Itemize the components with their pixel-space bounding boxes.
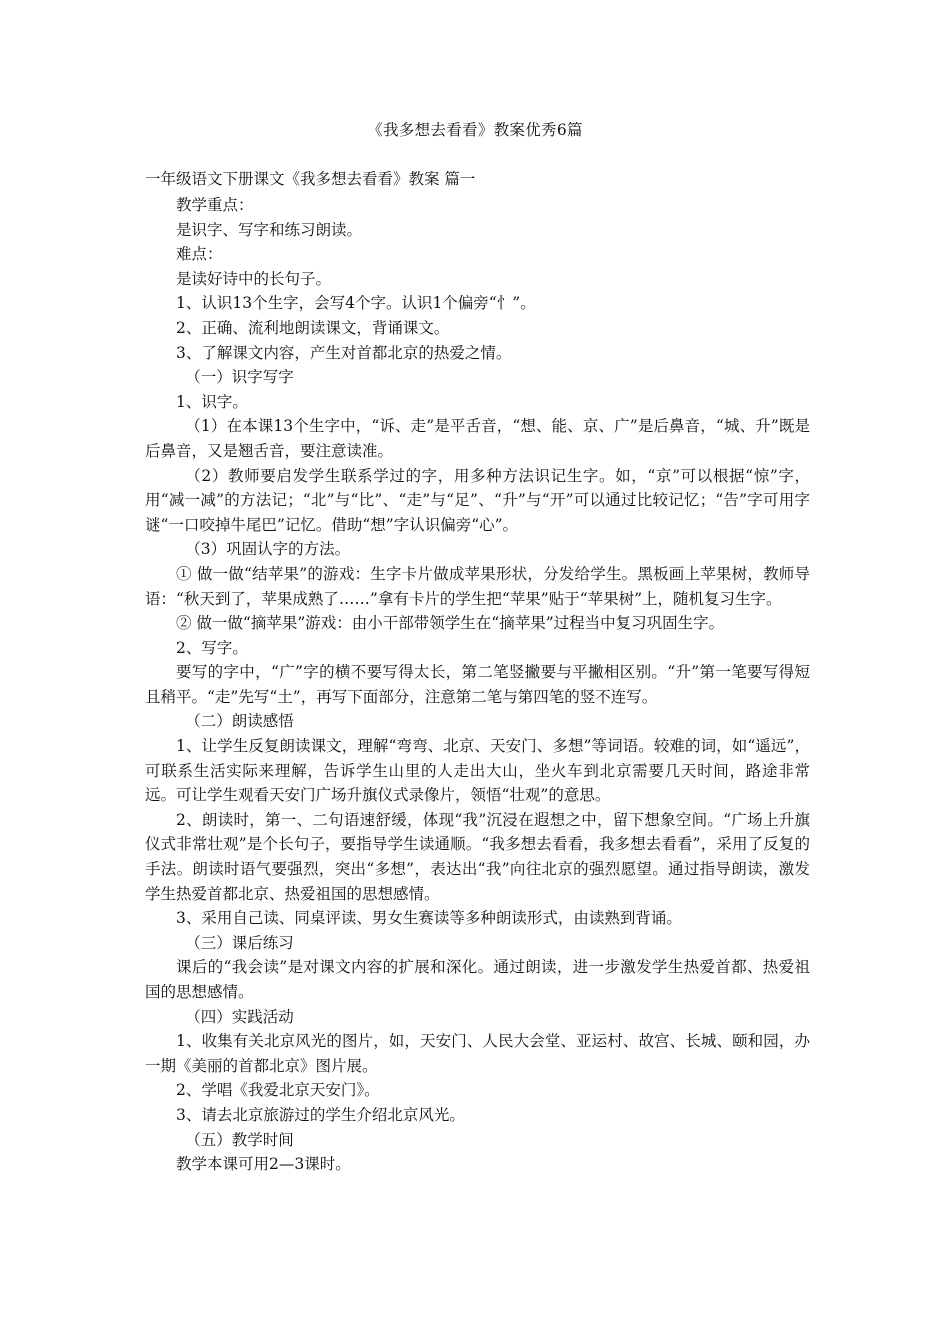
paragraph-teaching-focus-heading: 教学重点： bbox=[176, 196, 254, 214]
paragraph: ① 做一做“结苹果”的游戏：生字卡片做成苹果形状，分发给学生。黑板画上苹果树，教师导语：“秋天到了，苹果成熟了……”拿有卡片的学生把“苹果”贴于“苹果树”上，随机复习生字。 bbox=[145, 564, 810, 608]
paragraph: 2、写字。 bbox=[176, 638, 248, 657]
paragraph: 3、请去北京旅游过的学生介绍北京风光。 bbox=[176, 1105, 465, 1124]
section-title: 一年级语文下册课文《我多想去看看》教案 篇一 bbox=[145, 170, 476, 188]
subsection-heading: （一）识字写字 bbox=[185, 368, 294, 387]
paragraph: 要写的字中，“广”字的横不要写得太长，第二笔竖撇要与平撇相区别。“升”第一笔要写得短且稍平。“走”先写“土”，再写下面部分，注意第二笔与第四笔的竖不连写。 bbox=[145, 663, 810, 706]
paragraph: 2、正确、流利地朗读课文，背诵课文。 bbox=[176, 318, 450, 337]
paragraph: 教学本课可用2—3课时。 bbox=[176, 1155, 351, 1174]
paragraph: 是识字、写字和练习朗读。 bbox=[176, 220, 363, 239]
paragraph: 1、收集有关北京风光的图片，如，天安门、人民大会堂、亚运村、故宫、长城、颐和园，办一期《美丽的首都北京》图片展。 bbox=[145, 1032, 810, 1075]
paragraph: 3、了解课文内容，产生对首都北京的热爱之情。 bbox=[176, 343, 512, 362]
paragraph: ② 做一做“摘苹果”游戏：由小干部带领学生在“摘苹果”过程当中复习巩固生字。 bbox=[176, 614, 725, 633]
paragraph: 1、认识13个生字，会写4个字。认识1个偏旁“忄”。 bbox=[176, 294, 536, 313]
document-title: 《我多想去看看》教案优秀6篇 bbox=[367, 121, 583, 139]
document-body bbox=[145, 193, 810, 1177]
paragraph: 课后的“我会读”是对课文内容的扩展和深化。通过朗读，进一步激发学生热爱首都、热爱祖国的思想感情。 bbox=[145, 958, 810, 1001]
paragraph: 是读好诗中的长句子。 bbox=[176, 269, 332, 288]
paragraph: 3、采用自己读、同桌评读、男女生赛读等多种朗读形式，由读熟到背诵。 bbox=[176, 909, 682, 928]
paragraph: （2）教师要启发学生联系学过的字，用多种方法识记生字。如，“京”可以根据“惊”字，用“减一减”的方法记；“北”与“比”、“走”与“足”、“升”与“开”可以通过比较记忆；“告”字可用字谜“一口咬掉牛尾巴”记忆。借助“想”字认识偏旁“心”。 bbox=[145, 466, 810, 534]
subsection-heading: （二）朗读感悟 bbox=[185, 712, 294, 731]
paragraph: 2、学唱《我爱北京天安门》。 bbox=[176, 1081, 380, 1100]
subsection-heading: （四）实践活动 bbox=[185, 1007, 294, 1026]
paragraph: （1）在本课13个生字中，“诉、走”是平舌音，“想、能、京、广”是后鼻音，“城、升”既是后鼻音，又是翘舌音，要注意读准。 bbox=[145, 417, 810, 460]
paragraph: 2、朗读时，第一、二句语速舒缓，体现“我”沉浸在遐想之中，留下想象空间。“广场上升旗仪式非常壮观”是个长句子，要指导学生读通顺。“我多想去看看，我多想去看看”，采用了反复的手法。朗读时语气要强烈，突出“多想”，表达出“我”向往北京的强烈愿望。通过指导朗读，激发学生热爱首都北京、热爱祖国的思想感情。 bbox=[145, 810, 810, 903]
subsection-heading: （三）课后练习 bbox=[185, 933, 294, 952]
paragraph: 1、识字。 bbox=[176, 392, 248, 411]
paragraph-difficulty-heading: 难点： bbox=[176, 245, 223, 264]
subsection-heading: （五）教学时间 bbox=[185, 1130, 294, 1149]
paragraph: （3）巩固认字的方法。 bbox=[185, 540, 351, 559]
paragraph: 1、让学生反复朗读课文，理解“弯弯、北京、天安门、多想”等词语。较难的词，如“遥远”，可联系生活实际来理解，告诉学生山里的人走出大山，坐火车到北京需要几天时间，路途非常远。可让学生观看天安门广场升旗仪式录像片，领悟“壮观”的意思。 bbox=[145, 737, 810, 805]
